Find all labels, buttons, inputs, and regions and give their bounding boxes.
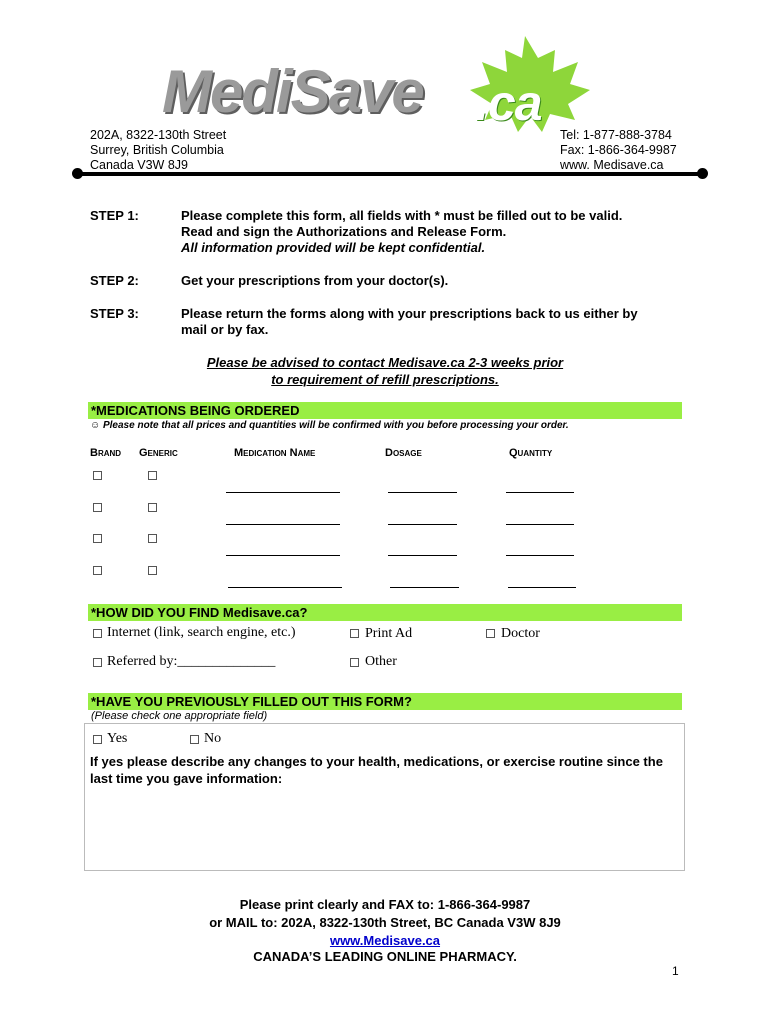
brand-checkbox[interactable] (93, 566, 102, 575)
internet-label: Internet (link, search engine, etc.) (107, 625, 296, 640)
previous-section-header: *HAVE YOU PREVIOUSLY FILLED OUT THIS FORM? (88, 693, 682, 710)
medication-name-field[interactable] (226, 492, 340, 493)
dosage-field[interactable] (388, 524, 457, 525)
address-right (560, 128, 680, 173)
internet-checkbox[interactable] (93, 629, 102, 638)
step-2-label: STEP 2: (90, 273, 139, 288)
address-country: Canada V3W 8J9 (90, 158, 188, 172)
step-3-label: STEP 3: (90, 306, 139, 321)
contact-tel: Tel: 1-877-888-3784 (560, 128, 672, 142)
dosage-field[interactable] (388, 492, 457, 493)
other-checkbox[interactable] (350, 658, 359, 667)
medications-note: ☺ Please note that all prices and quantities will be confirmed with you before processing your order. (90, 420, 569, 431)
no-checkbox[interactable] (190, 735, 199, 744)
referred-label[interactable]: Referred by:______________ (107, 654, 276, 669)
dosage-field[interactable] (388, 555, 457, 556)
rule-right-dot (697, 168, 708, 179)
medication-name-field[interactable] (226, 555, 340, 556)
other-label: Other (365, 654, 397, 669)
header-divider (77, 172, 702, 176)
quantity-field[interactable] (506, 555, 574, 556)
address-street: 202A, 8322-130th Street (90, 128, 227, 142)
brand-checkbox[interactable] (93, 471, 102, 480)
step-2-text: Get your prescriptions from your doctor(s). (181, 273, 449, 288)
step-3-line-1: Please return the forms along with your prescriptions back to us either by (181, 306, 638, 321)
col-dosage: Dosage (385, 447, 422, 459)
advisory-line-1: Please be advised to contact Medisave.ca 2-3 weeks prior (206, 355, 564, 370)
col-generic: Generic (139, 447, 178, 459)
step-1-line-2: Read and sign the Authorizations and Release Form. (181, 224, 507, 239)
advisory-line-2: to requirement of refill prescriptions. (271, 372, 499, 387)
yes-checkbox[interactable] (93, 735, 102, 744)
contact-fax: Fax: 1-866-364-9987 (560, 143, 677, 157)
print-ad-checkbox[interactable] (350, 629, 359, 638)
col-medication-name: Medication Name (234, 447, 316, 459)
changes-description-box[interactable] (84, 723, 685, 871)
medication-name-field[interactable] (226, 524, 340, 525)
footer-tagline: CANADA’S LEADING ONLINE PHARMACY. (253, 949, 517, 964)
quantity-field[interactable] (508, 587, 576, 588)
footer-mail: or MAIL to: 202A, 8322-130th Street, BC Canada V3W 8J9 (209, 915, 561, 930)
doctor-label: Doctor (501, 626, 540, 641)
brand-checkbox[interactable] (93, 503, 102, 512)
medication-name-field[interactable] (228, 587, 342, 588)
logo-suffix: .ca (475, 75, 542, 131)
yes-label: Yes (107, 731, 128, 746)
previous-subtitle: (Please check one appropriate field) (91, 710, 268, 722)
advisory-note (90, 354, 680, 388)
step-3-line-2: mail or by fax. (181, 322, 269, 337)
quantity-field[interactable] (506, 492, 574, 493)
generic-checkbox[interactable] (148, 534, 157, 543)
step-1-line-1: Please complete this form, all fields with * must be filled out to be valid. (181, 208, 623, 223)
step-1-text (181, 208, 681, 256)
address-city: Surrey, British Columbia (90, 143, 224, 157)
step-3-text (181, 306, 681, 338)
step-1-confidential: All information provided will be kept confidential. (181, 240, 486, 255)
brand-checkbox[interactable] (93, 534, 102, 543)
brand-logo (150, 40, 620, 130)
footer-fax: Please print clearly and FAX to: 1-866-364-9987 (239, 897, 531, 912)
no-label: No (204, 731, 222, 746)
logo-wordmark: MediSave (162, 58, 423, 125)
quantity-field[interactable] (506, 524, 574, 525)
referred-checkbox[interactable] (93, 658, 102, 667)
col-brand: Brand (90, 447, 122, 459)
generic-checkbox[interactable] (148, 471, 157, 480)
changes-prompt: If yes please describe any changes to your health, medications, or exercise routine since the last time you gave information: (90, 754, 663, 786)
medications-section-header: *MEDICATIONS BEING ORDERED (88, 402, 682, 419)
dosage-field[interactable] (390, 587, 459, 588)
generic-checkbox[interactable] (148, 503, 157, 512)
page-number: 1 (672, 964, 679, 978)
website-link[interactable]: www.Medisave.ca (329, 933, 441, 948)
address-left (90, 128, 226, 173)
find-section-header: *HOW DID YOU FIND Medisave.ca? (88, 604, 682, 621)
doctor-checkbox[interactable] (486, 629, 495, 638)
col-quantity: Quantity (509, 447, 553, 459)
step-1-label: STEP 1: (90, 208, 139, 223)
contact-web: www. Medisave.ca (560, 158, 664, 172)
print-ad-label: Print Ad (365, 626, 413, 641)
generic-checkbox[interactable] (148, 566, 157, 575)
